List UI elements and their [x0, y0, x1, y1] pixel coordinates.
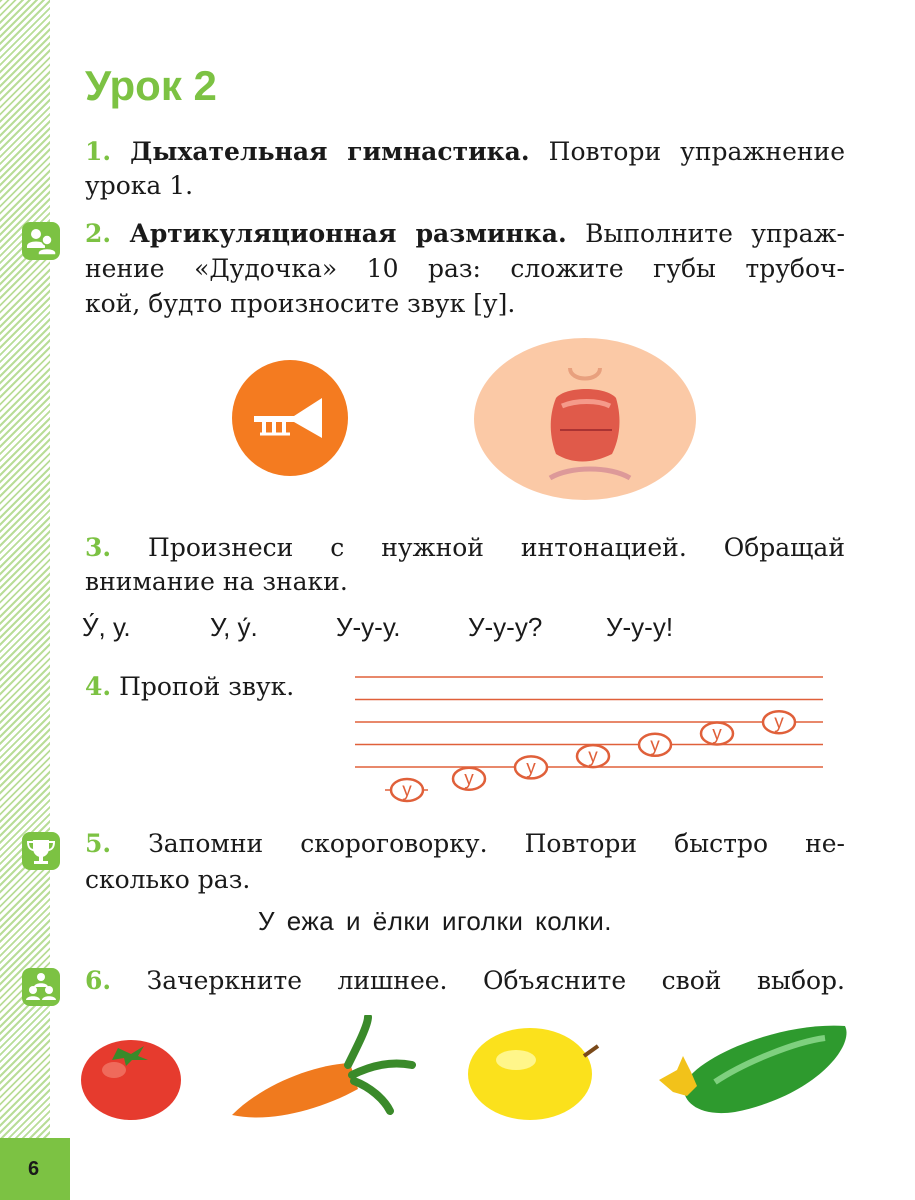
task-2 — [85, 217, 845, 251]
task-text: Запомни скороговорку. Повтори быстро не- — [148, 829, 846, 858]
trumpet-icon — [232, 360, 348, 476]
task-2-line3: кой, будто произносите звук [у]. — [85, 289, 516, 318]
task-text: Произнеси с нужной интонацией. Обращай — [148, 533, 845, 562]
note — [701, 723, 733, 745]
sound-1: У́, у. — [82, 612, 131, 642]
task-text: Зачеркните лишнее. Объясните свой выбор. — [146, 966, 845, 995]
lemon-image — [466, 1022, 606, 1122]
sound-4: У-у-у? — [468, 612, 543, 642]
note-letter: у — [774, 712, 784, 734]
note — [639, 734, 671, 756]
note-letter: у — [588, 746, 598, 768]
lesson-title: Урок 2 — [85, 62, 217, 109]
task-number: 2. — [85, 219, 112, 248]
task-1 — [85, 135, 845, 169]
tongue-twister: У ежа и ёлки иголки колки. — [258, 906, 612, 936]
tomato-image — [80, 1030, 182, 1122]
note-letter: у — [712, 723, 722, 745]
task-1-line2: урока 1. — [85, 171, 194, 200]
task-3-line2: внимание на знаки. — [85, 567, 348, 596]
note — [391, 779, 423, 801]
task-number: 4. — [85, 672, 112, 701]
task-text: Выполните упраж- — [585, 219, 845, 248]
lips-illustration — [474, 338, 696, 500]
sound-2: У, у́. — [210, 612, 258, 642]
page-number: 6 — [0, 1138, 70, 1200]
task-number: 6. — [85, 966, 112, 995]
note-letter: у — [526, 757, 536, 779]
task-4 — [85, 670, 345, 704]
note — [577, 745, 609, 767]
task-heading: Артикуляционная разминка. — [129, 219, 567, 248]
note — [763, 711, 795, 733]
margin-stripe — [0, 0, 50, 1200]
sound-5: У-у-у! — [606, 612, 674, 642]
task-text: Повтори упражнение — [548, 137, 846, 166]
task-5 — [85, 827, 845, 861]
task-3 — [85, 531, 845, 565]
task-number: 3. — [85, 533, 112, 562]
task-text: Пропой звук. — [119, 672, 295, 701]
note — [515, 756, 547, 778]
note — [453, 768, 485, 790]
task-2-line2: нение «Дудочка» 10 раз: сложите губы трубоч- — [85, 254, 845, 283]
task-number: 1. — [85, 137, 112, 166]
task-6 — [85, 964, 845, 998]
group-work-icon — [22, 968, 60, 1006]
note-letter: у — [402, 780, 412, 801]
trophy-icon — [22, 832, 60, 870]
task-heading: Дыхательная гимнастика. — [130, 137, 530, 166]
carrot-image — [228, 1015, 428, 1135]
sound-3: У-у-у. — [336, 612, 401, 642]
music-staff — [340, 660, 840, 810]
note-letter: у — [464, 768, 474, 790]
note-letter: у — [650, 734, 660, 756]
task-5-line2: сколько раз. — [85, 865, 251, 894]
cucumber-image — [655, 1022, 850, 1122]
task-number: 5. — [85, 829, 112, 858]
pair-work-icon — [22, 222, 60, 260]
